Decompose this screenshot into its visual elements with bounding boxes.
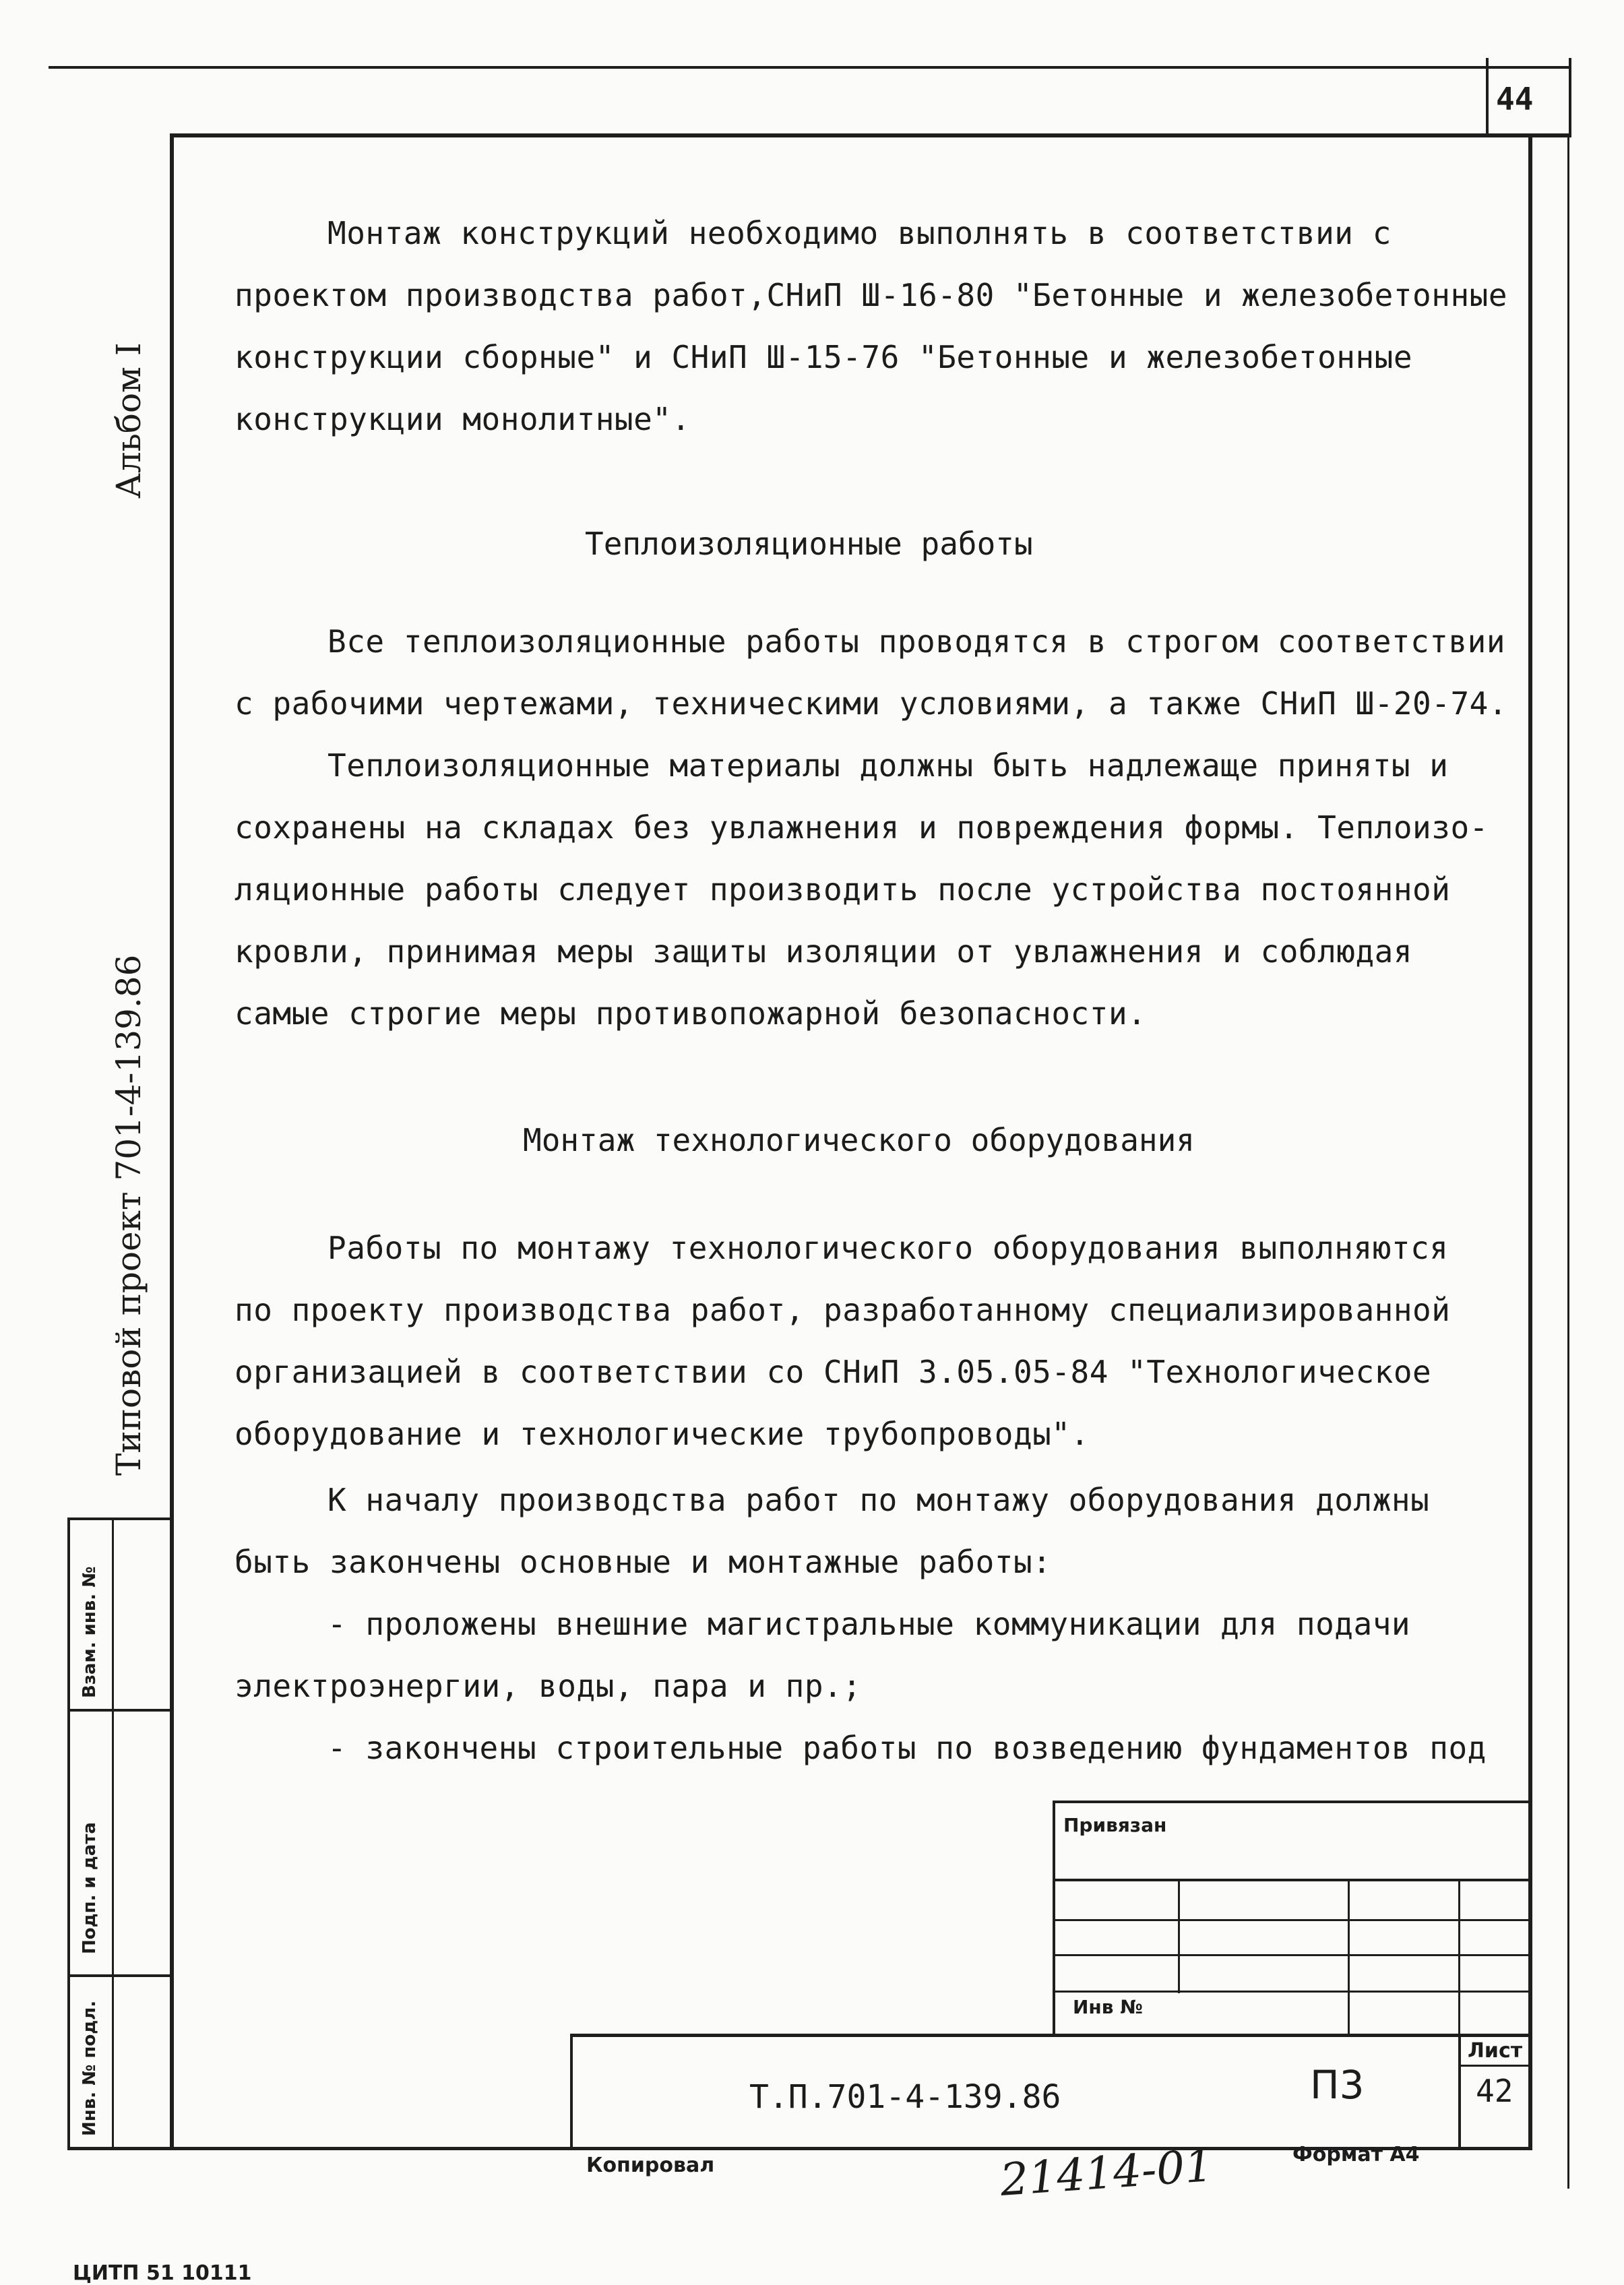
text-line: - закончены строительные работы по возведению фундаментов под xyxy=(327,1730,1487,1766)
text-line: Все теплоизоляционные работы проводятся в строгом соответствии xyxy=(327,623,1506,660)
sheet-number: 42 xyxy=(1476,2073,1513,2109)
page-number-box-left xyxy=(1486,58,1489,133)
stamp-left xyxy=(67,1517,70,2148)
text-line: конструкции сборные" и СНиП Ш-15-76 "Бетонные и железобетонные xyxy=(235,339,1413,375)
text-line: конструкции монолитные". xyxy=(235,401,691,437)
tb-hline-1 xyxy=(1053,1879,1532,1881)
paragraph-3 xyxy=(235,734,1528,1044)
frame-top xyxy=(170,133,1571,137)
text-line: сохранены на складах без увлажнения и повреждения формы. Теплоизо- xyxy=(235,809,1489,846)
text-line: быть закончены основные и монтажные работы: xyxy=(235,1544,1052,1580)
album-label: Альбом I xyxy=(109,342,148,499)
privyazan-label: Привязан xyxy=(1063,1814,1167,1836)
tb-vline-3 xyxy=(1458,1879,1460,2035)
tb-vline-1 xyxy=(1178,1879,1180,1993)
stamp-top xyxy=(67,1517,170,1520)
tb-upper-left xyxy=(1053,1801,1055,2035)
section-code: П3 xyxy=(1310,2062,1365,2108)
bottom-code: ЦИТП 51 10111 xyxy=(73,2261,252,2285)
stamp-label-inv: Инв. № подл. xyxy=(80,2000,100,2136)
text-line: К началу производства работ по монтажу оборудования должны xyxy=(327,1482,1430,1518)
heading-thermal-insulation: Теплоизоляционные работы xyxy=(585,526,1033,562)
text-line: оборудование и технологические трубопроводы". xyxy=(235,1416,1090,1452)
document-designation: Т.П.701-4-139.86 xyxy=(749,2078,1061,2116)
text-line: Работы по монтажу технологического оборудования выполняются xyxy=(327,1230,1449,1266)
paragraph-4 xyxy=(235,1217,1528,1465)
text-line: Монтаж конструкций необходимо выполнять в соответствии с xyxy=(327,215,1392,251)
paragraph-5 xyxy=(235,1469,1528,1779)
stamp-row2 xyxy=(67,1974,170,1977)
text-line: электроэнергии, воды, пара и пр.; xyxy=(235,1668,862,1704)
text-line: по проекту производства работ, разработанному специализированной xyxy=(235,1292,1451,1328)
tb-hline-4 xyxy=(1053,1991,1532,1993)
text-line: кровли, принимая меры защиты изоляции от увлажнения и соблюдая xyxy=(235,933,1413,970)
stamp-label-vzam: Взам. инв. № xyxy=(80,1566,100,1698)
project-designation-vertical: Типовой проект 701-4-139.86 xyxy=(109,954,148,1476)
paragraph-2 xyxy=(235,611,1528,734)
list-label: Лист xyxy=(1468,2039,1523,2063)
stamp-row1 xyxy=(67,1709,170,1712)
tb-lower-left xyxy=(570,2034,573,2148)
text-line: организацией в соответствии со СНиП 3.05.05-84 "Технологическое xyxy=(235,1354,1432,1390)
tb-upper-top xyxy=(1053,1801,1532,1803)
kopiroval-label: Копировал xyxy=(586,2154,715,2177)
heading-equipment-installation: Монтаж технологического оборудования xyxy=(523,1122,1195,1158)
tb-vline-2 xyxy=(1348,1879,1350,2035)
frame-right-outer xyxy=(1567,133,1569,2189)
frame-left xyxy=(170,133,174,2150)
text-line: с рабочими чертежами, техническими условиями, а также СНиП Ш-20-74. xyxy=(235,685,1508,722)
frame-right xyxy=(1528,133,1532,2148)
format-label: Формат А4 xyxy=(1292,2143,1420,2166)
stamp-divider xyxy=(112,1517,114,2148)
top-rule xyxy=(49,66,1571,69)
page-number-box-right xyxy=(1569,58,1571,133)
inv-no-label: Инв № xyxy=(1073,1996,1143,2018)
text-line: самые строгие меры противопожарной безопасности. xyxy=(235,995,1147,1032)
page-number: 44 xyxy=(1496,81,1534,117)
tb-lower-mid xyxy=(1458,2034,1461,2148)
paragraph-1 xyxy=(235,202,1528,450)
text-line: ляционные работы следует производить после устройства постоянной xyxy=(235,871,1451,908)
stamp-label-podp: Подп. и дата xyxy=(80,1822,100,1954)
text-line: Теплоизоляционные материалы должны быть надлежаще приняты и xyxy=(327,747,1449,784)
handwritten-number: 21414-01 xyxy=(998,2139,1215,2206)
tb-lower-top xyxy=(570,2034,1532,2037)
tb-hline-2 xyxy=(1053,1919,1532,1921)
text-line: проектом производства работ,СНиП Ш-16-80 "Бетонные и железобетонные xyxy=(235,277,1508,313)
tb-list-divider xyxy=(1458,2065,1532,2067)
tb-hline-3 xyxy=(1053,1954,1532,1956)
text-line: - проложены внешние магистральные коммуникации для подачи xyxy=(327,1606,1411,1642)
